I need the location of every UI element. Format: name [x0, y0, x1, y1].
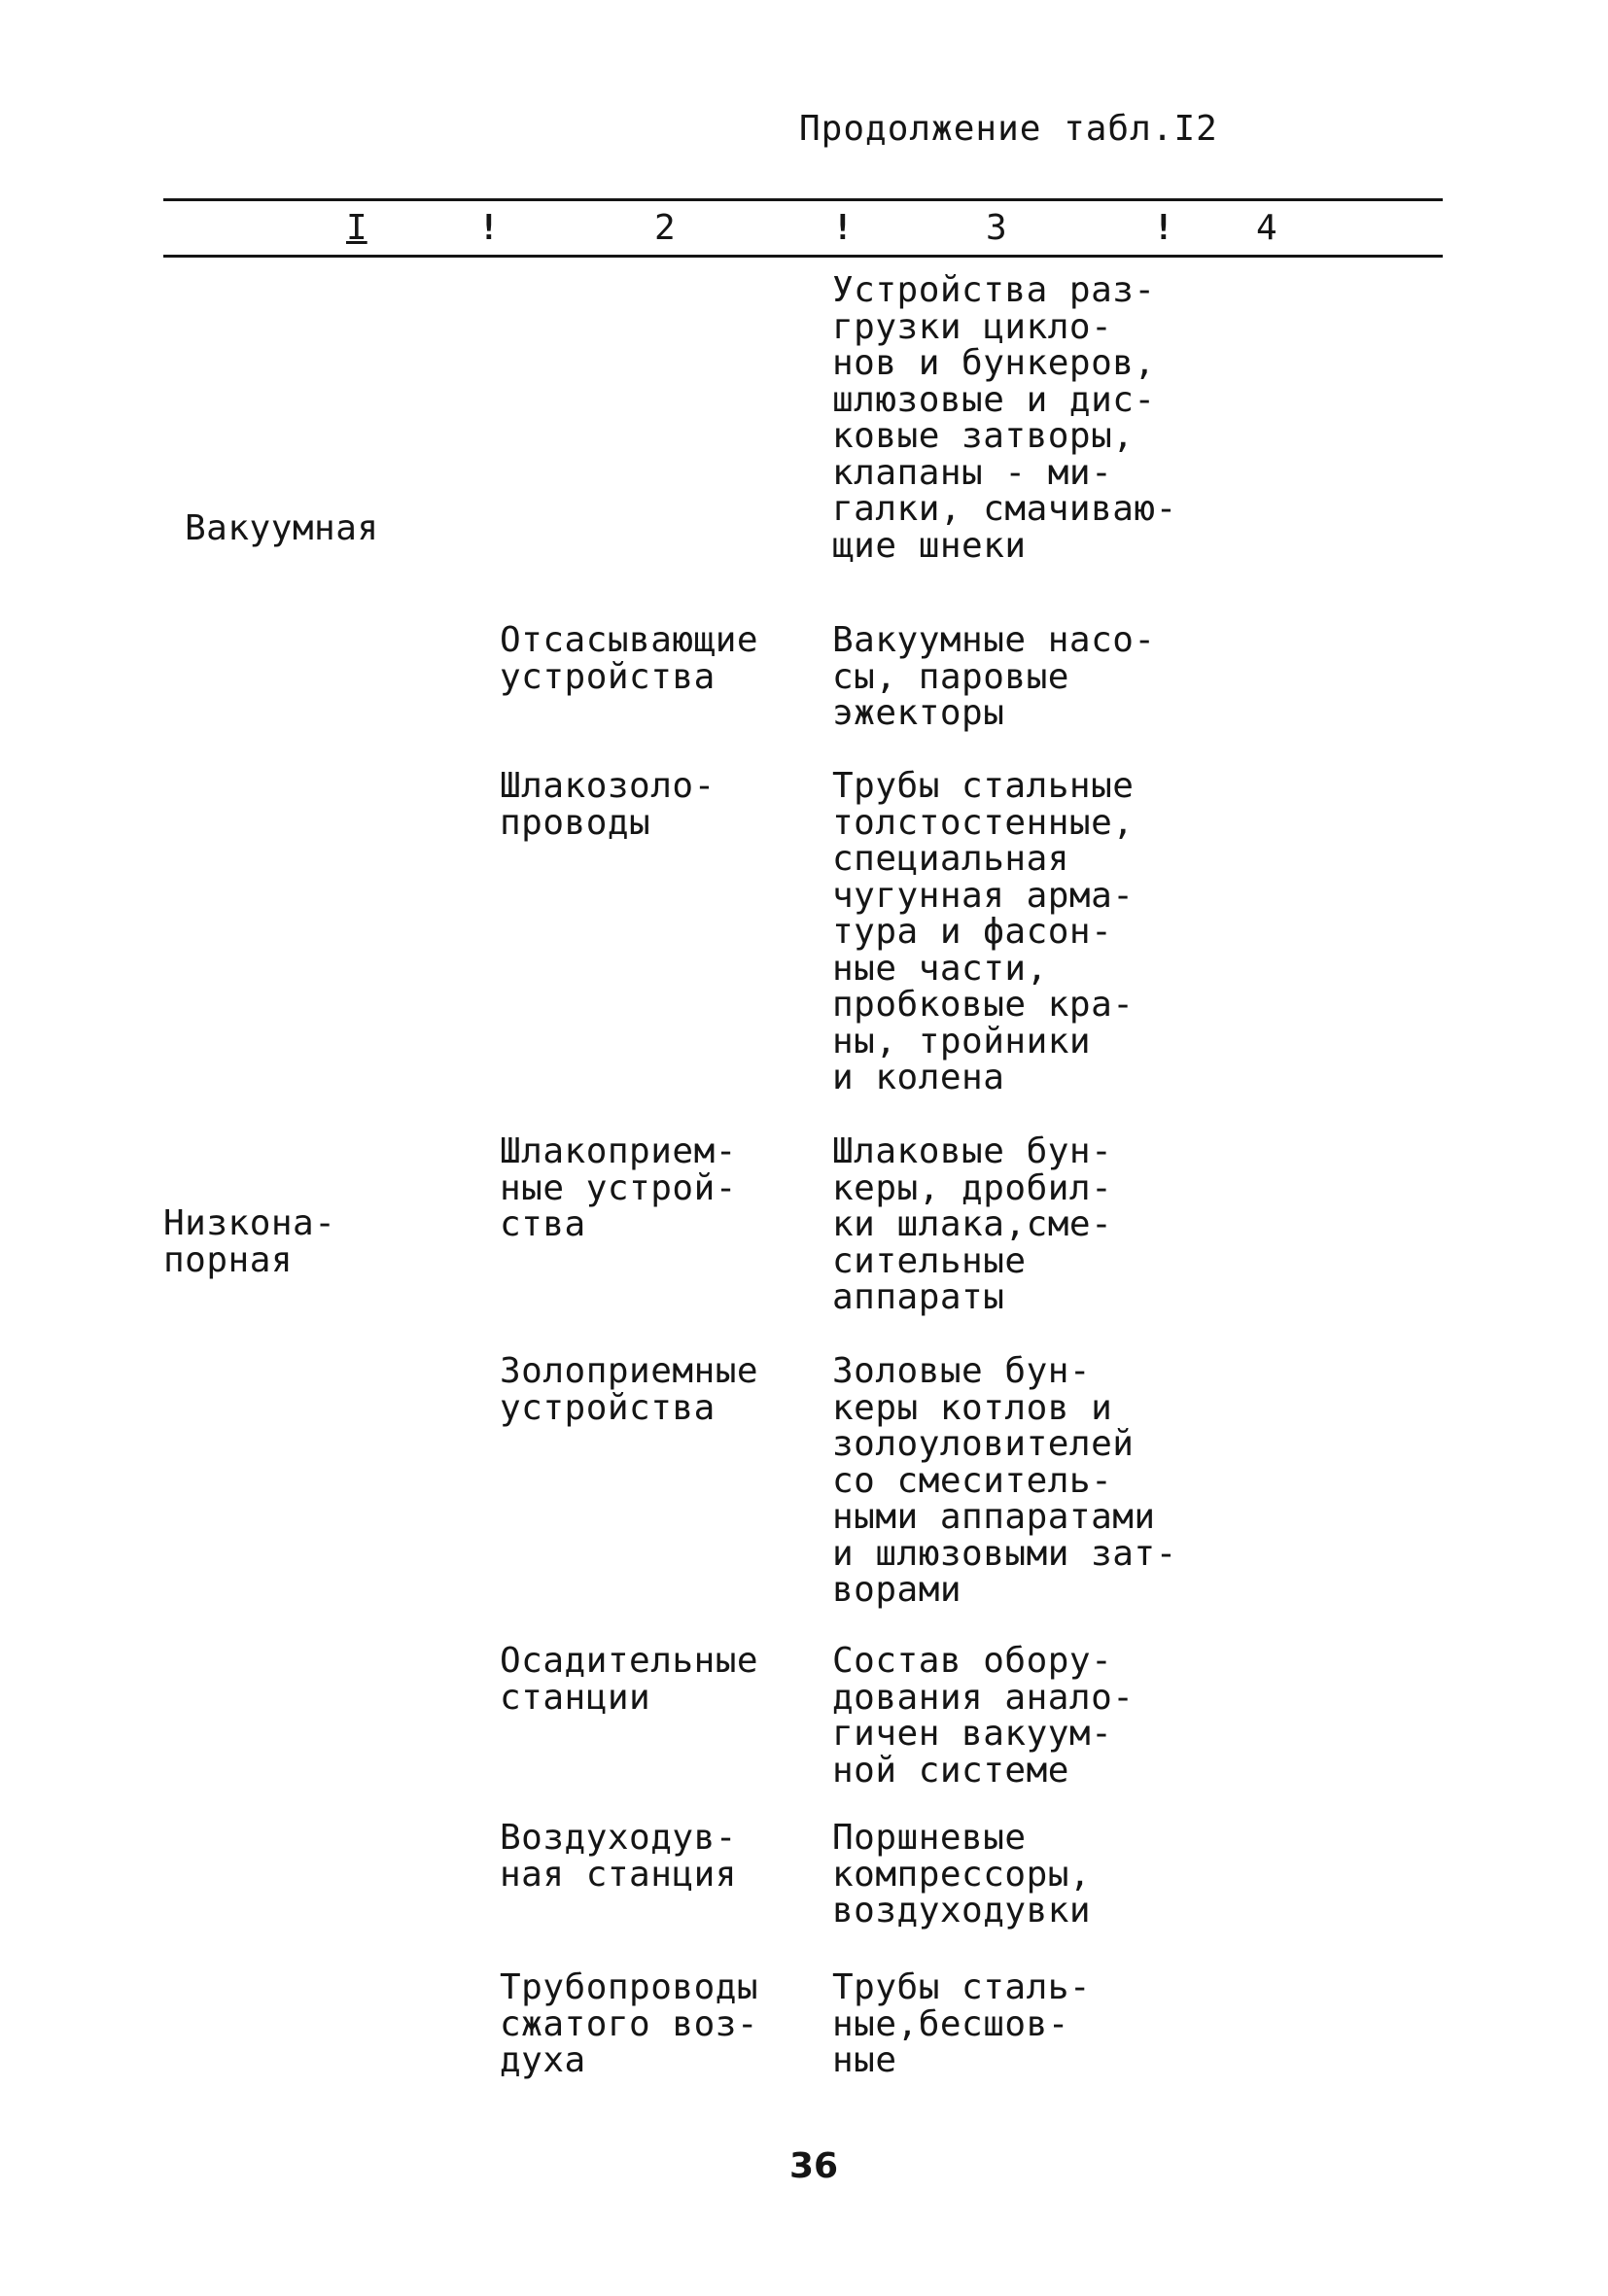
- column-header-1: I: [346, 208, 367, 248]
- equipment-description-7: Поршневые компрессоры, воздуходувки: [832, 1818, 1092, 1931]
- equipment-description-8: Трубы сталь- ные,бесшов- ные: [832, 1967, 1092, 2080]
- table-top-rule: [163, 198, 1443, 201]
- column-header-3: 3: [986, 208, 1007, 248]
- column-separator-2: !: [832, 208, 854, 248]
- equipment-description-6: Состав обору- дования анало- гичен вакуум- ной системе: [832, 1641, 1135, 1791]
- system-label-low-pressure: Низкона- порная: [163, 1203, 336, 1280]
- equipment-name-7: Воздуходув- ная станция: [500, 1818, 737, 1895]
- continuation-caption: Продолжение табл.I2: [799, 109, 1218, 149]
- equipment-description-1: Устройства раз- грузки цикло- нов и бункеров, шлюзовые и дис- ковые затворы, клапаны - ми- галки, смачиваю- щие шнеки: [832, 270, 1177, 566]
- column-separator-3: !: [1153, 208, 1174, 248]
- system-label-vacuum: Вакуумная: [185, 508, 379, 548]
- column-header-2: 2: [654, 208, 676, 248]
- equipment-description-4: Шлаковые бун- керы, дробил- ки шлака,сме- сительные аппараты: [832, 1131, 1113, 1317]
- equipment-description-5: Золовые бун- керы котлов и золоуловителей со смеситель- ными аппаратами и шлюзовыми зат- ворами: [832, 1351, 1177, 1610]
- equipment-name-5: Золоприемные устройства: [500, 1351, 759, 1428]
- equipment-name-8: Трубопроводы сжатого воз- духа: [500, 1967, 759, 2080]
- equipment-description-3: Трубы стальные толстостенные, специальная чугунная арма- тура и фасон- ные части, пробковые кра- ны, тройники и колена: [832, 766, 1135, 1097]
- page-number: 36: [789, 2146, 839, 2186]
- equipment-description-2: Вакуумные насо- сы, паровые эжекторы: [832, 620, 1156, 733]
- equipment-name-4: Шлакоприем- ные устрой- ства: [500, 1131, 737, 1244]
- equipment-name-3: Шлакозоло- проводы: [500, 766, 716, 843]
- column-header-4: 4: [1256, 208, 1277, 248]
- table-header-rule: [163, 255, 1443, 258]
- equipment-name-2: Отсасывающие устройства: [500, 620, 759, 697]
- equipment-name-6: Осадительные станции: [500, 1641, 759, 1718]
- column-separator-1: !: [478, 208, 500, 248]
